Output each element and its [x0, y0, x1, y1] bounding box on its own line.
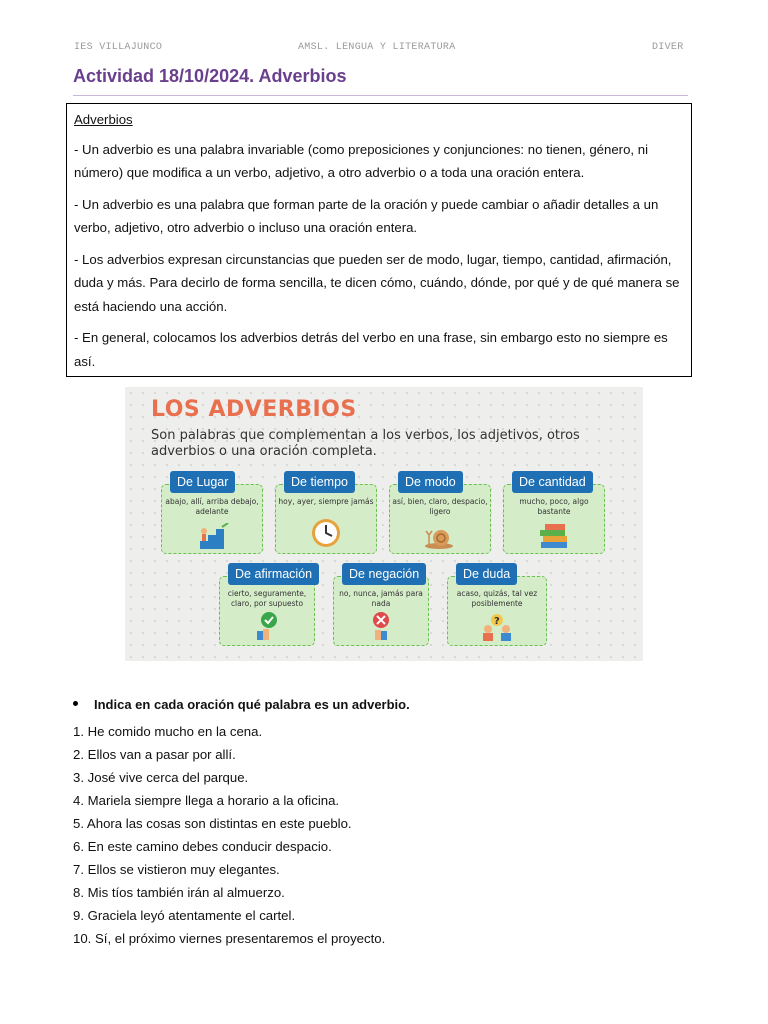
page-header — [0, 42, 768, 56]
definition-paragraph: - En general, colocamos los adverbios detrás del verbo en una frase, sin embargo esto no siempre es así. — [74, 330, 668, 369]
sentence-list — [73, 720, 385, 950]
card-tiempo — [275, 475, 377, 554]
card-cantidad — [503, 475, 605, 554]
list-item: 2. Ellos van a pasar por allí. — [73, 747, 236, 762]
list-item: 10. Sí, el próximo viernes presentaremos el proyecto. — [73, 931, 386, 946]
list-item: 9. Graciela leyó atentamente el cartel. — [73, 908, 296, 923]
list-item: 4. Mariela siempre llega a horario a la oficina. — [73, 793, 340, 808]
definition-paragraph: - Un adverbio es una palabra que forman parte de la oración y puede cambiar o añadir detalles a un verbo, adjetivo, otro adverbio o incluso una oración entera. — [74, 196, 659, 235]
card-examples: hoy, ayer, siempre jamás — [278, 497, 374, 506]
check-icon — [252, 611, 282, 641]
list-item: 5. Ahora las cosas son distintas en este pueblo. — [73, 816, 352, 831]
card-label: De negación — [342, 563, 426, 585]
header-school: IES VILLAJUNCO — [74, 42, 163, 53]
definition-paragraph: - Un adverbio es una palabra invariable (como preposiciones y conjunciones: no tienen, género, ni número) que modifica a un verbo, adjetivo, a otro adverbio o a toda una oración entera. — [74, 141, 649, 180]
cross-icon — [366, 611, 396, 641]
card-afirmacion — [219, 567, 315, 646]
card-examples: no, nunca, jamás para nada — [339, 589, 423, 608]
card-negacion — [333, 567, 429, 646]
infographic-subtitle: Son palabras que complementan a los verbos, los adjetivos, otros adverbios o una oración completa. — [151, 428, 580, 459]
list-item: 8. Mis tíos también irán al almuerzo. — [73, 885, 285, 900]
books-icon — [537, 523, 571, 549]
card-label: De afirmación — [228, 563, 319, 585]
card-label: De tiempo — [284, 471, 355, 493]
header-group: DIVER — [652, 42, 684, 53]
list-item: 1. He comido mucho en la cena. — [73, 724, 263, 739]
page-title: Actividad 18/10/2024. Adverbios — [73, 66, 347, 86]
definition-box — [66, 103, 692, 377]
svg-text:?: ? — [494, 616, 500, 627]
card-label: De duda — [456, 563, 517, 585]
list-item: 7. Ellos se vistieron muy elegantes. — [73, 862, 280, 877]
adverbs-infographic — [125, 387, 643, 661]
snail-icon — [423, 527, 457, 549]
card-examples: abajo, allí, arriba debajo, adelante — [165, 497, 259, 516]
task-text: Indica en cada oración qué palabra es un adverbio. — [94, 697, 410, 712]
card-examples: cierto, seguramente, claro, por supuesto — [227, 589, 307, 608]
card-label: De modo — [398, 471, 463, 493]
task-instruction — [73, 697, 410, 712]
card-label: De cantidad — [512, 471, 593, 493]
card-lugar — [161, 475, 263, 554]
list-item: 3. José vive cerca del parque. — [73, 770, 249, 785]
card-examples: mucho, poco, algo bastante — [519, 497, 589, 516]
header-subject: AMSL. LENGUA Y LITERATURA — [298, 42, 456, 53]
list-item: 6. En este camino debes conducir despacio. — [73, 839, 332, 854]
clock-icon — [310, 517, 342, 549]
infographic-title: LOS ADVERBIOS — [151, 397, 357, 422]
definition-heading: Adverbios — [74, 112, 133, 127]
card-duda — [447, 567, 547, 646]
title-divider — [73, 95, 688, 96]
card-examples: acaso, quizás, tal vez posiblemente — [456, 589, 538, 608]
card-modo — [389, 475, 491, 554]
bullet-icon — [73, 701, 78, 706]
card-label: De Lugar — [170, 471, 235, 493]
stairs-icon — [192, 523, 232, 549]
definition-paragraph: - Los adverbios expresan circunstancias que pueden ser de modo, lugar, tiempo, cantidad, afirmación, duda y más. Para decirlo de forma sencilla, te dicen cómo, cuándo, dónde, por qué y de qué manera se está haciendo una acción. — [74, 251, 680, 314]
card-examples: así, bien, claro, despacio, ligero — [392, 497, 488, 516]
question-icon — [477, 613, 517, 641]
